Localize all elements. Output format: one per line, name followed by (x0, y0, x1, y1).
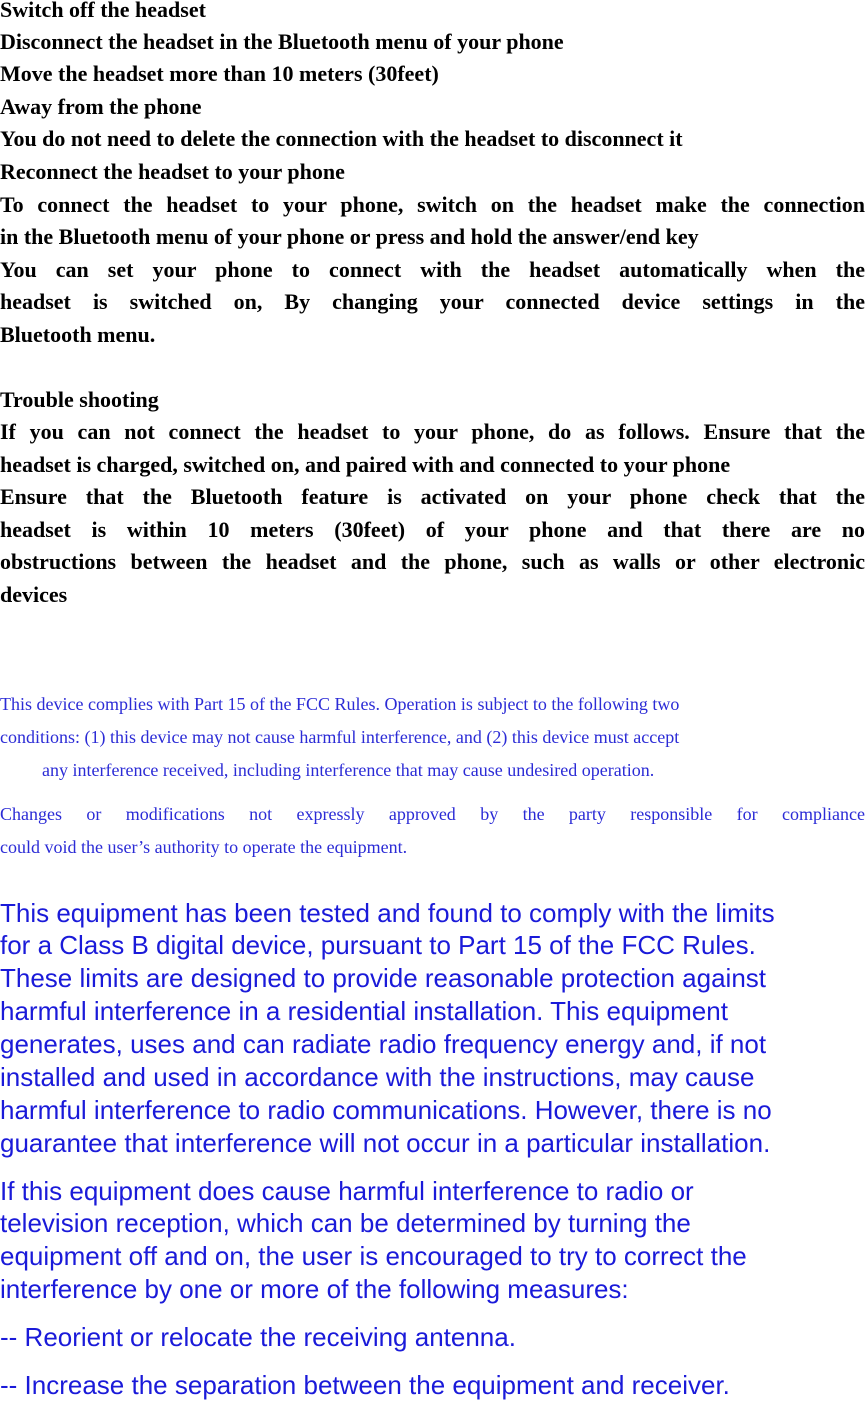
class-b-line: generates, uses and can radiate radio frequency energy and, if not (0, 1029, 767, 1059)
troubleshooting-heading: Trouble shooting (0, 387, 159, 412)
move-away-text-2: Away from the phone (0, 94, 202, 119)
measures-intro-line: equipment off and on, the user is encouraged to try to correct the (0, 1241, 747, 1271)
connect-para-line: in the Bluetooth menu of your phone or press and hold the answer/end key (0, 224, 699, 249)
switch-off-heading: Switch off the headset (0, 0, 206, 22)
reconnect-heading: Reconnect the headset to your phone (0, 159, 345, 184)
class-b-line: These limits are designed to provide reasonable protection against (0, 963, 767, 993)
fcc-compliance-line: This device complies with Part 15 of the FCC Rules. Operation is subject to the following two (0, 694, 680, 714)
class-b-line: harmful interference in a residential installation. This equipment (0, 996, 728, 1026)
class-b-line: installed and used in accordance with the instructions, may cause (0, 1062, 755, 1092)
class-b-line: for a Class B digital device, pursuant to Part 15 of the FCC Rules. (0, 930, 756, 960)
measures-intro-line: television reception, which can be determined by turning the (0, 1208, 691, 1238)
no-delete-text: You do not need to delete the connection with the headset to disconnect it (0, 126, 683, 151)
measure-reorient: -- Reorient or relocate the receiving antenna. (0, 1322, 516, 1352)
troubleshooting-para2-line: devices (0, 582, 68, 607)
auto-connect-line: Bluetooth menu. (0, 322, 156, 347)
troubleshooting-para2-line: Ensure that the Bluetooth feature is activated on your phone check that the (0, 484, 865, 509)
measures-intro-line: interference by one or more of the following measures: (0, 1274, 629, 1304)
troubleshooting-para1-line: If you can not connect the headset to your phone, do as follows. Ensure that the (0, 419, 865, 444)
troubleshooting-para2-line: obstructions between the headset and the phone, such as walls or other electronic (0, 549, 865, 574)
measures-intro-line: If this equipment does cause harmful interference to radio or (0, 1176, 694, 1206)
fcc-changes-line: Changes or modifications not expressly approved by the party responsible for compliance (0, 804, 865, 824)
auto-connect-line: You can set your phone to connect with the headset automatically when the (0, 257, 865, 282)
measure-increase: -- Increase the separation between the equipment and receiver. (0, 1370, 730, 1400)
move-away-text-1: Move the headset more than 10 meters (30feet) (0, 61, 439, 86)
class-b-line: harmful interference to radio communications. However, there is no (0, 1095, 772, 1125)
troubleshooting-para1-line: headset is charged, switched on, and paired with and connected to your phone (0, 452, 731, 477)
class-b-line: This equipment has been tested and found to comply with the limits (0, 898, 775, 928)
disconnect-text: Disconnect the headset in the Bluetooth menu of your phone (0, 29, 564, 54)
auto-connect-line: headset is switched on, By changing your connected device settings in the (0, 289, 865, 314)
fcc-compliance-line: any interference received, including interference that may cause undesired operation. (42, 760, 655, 780)
connect-para-line: To connect the headset to your phone, switch on the headset make the connection (0, 192, 865, 217)
class-b-line: guarantee that interference will not occur in a particular installation. (0, 1128, 771, 1158)
fcc-changes-line: could void the user’s authority to operate the equipment. (0, 837, 408, 857)
troubleshooting-para2-line: headset is within 10 meters (30feet) of your phone and that there are no (0, 517, 865, 542)
fcc-compliance-line: conditions: (1) this device may not cause harmful interference, and (2) this device must accept (0, 727, 680, 747)
